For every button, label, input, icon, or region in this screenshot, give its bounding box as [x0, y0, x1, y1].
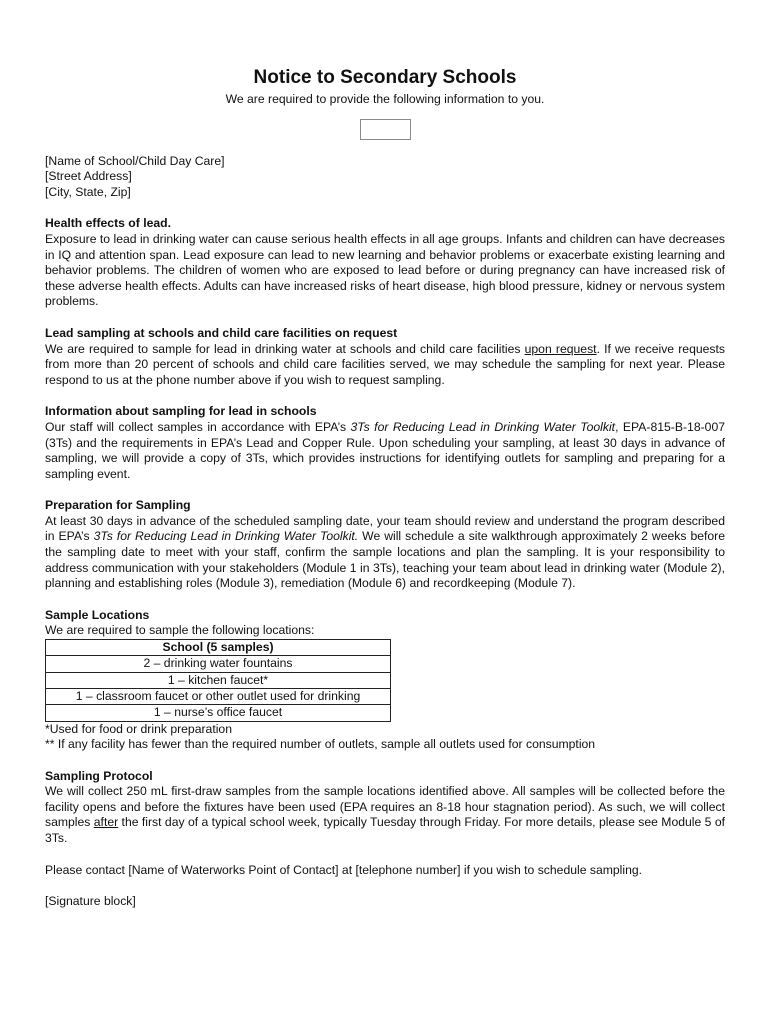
paragraph-text: , EPA-815-B-18-007 (3Ts) and the requirements in EPA’s Lead and Copper Rule. Upon scheduling your sampling, at least 30 days in advance of sampling, we will provide a copy of 3Ts, which provides instructions for identifying outlets for sampling and preparing for a sampling event. [45, 419, 726, 481]
paragraph-text: At least 30 days in advance of the scheduled sampling date, your team should review and understand the program described in EPA’s [45, 513, 725, 544]
underlined-text: after [93, 815, 119, 830]
table-header-cell: School (5 samples) [46, 640, 391, 656]
section-preparation [45, 498, 725, 592]
section-heading: Preparation for Sampling [45, 498, 191, 513]
section-heading: Sampling Protocol [45, 768, 153, 783]
page-title: Notice to Secondary Schools [253, 67, 517, 88]
paragraph-text: We will collect 250 mL first-draw samples from the sample locations identified above. All samples will be collected before the facility opens and before the fixtures have been used (EPA requires an 8-18 hour stagnation period). As such, we will collect samples [45, 784, 725, 830]
address-school-name: [Name of School/Child Day Care] [45, 153, 225, 168]
contact-text: Please contact [Name of Waterworks Point of Contact] at [telephone number] if you wish to schedule sampling. [45, 862, 643, 877]
section-paragraph [45, 514, 725, 592]
section-sample-locations [45, 608, 725, 753]
section-paragraph: Exposure to lead in drinking water can cause serious health effects in all age groups. Infants and children can have decreases in IQ and attention span. Lead exposure can lead to new learning and behavior problems or exacerbate existing learning and behavior problems. The children of women who are exposed to lead before or during pregnancy can have increased risk of these adverse health effects. Adults can have increased risks of heart disease, high blood pressure, kidney or nervous system problems. [45, 231, 725, 309]
section-paragraph [45, 342, 725, 389]
paragraph-text: We are required to sample for lead in drinking water at schools and child care facilities [45, 341, 525, 356]
section-paragraph [45, 420, 725, 482]
table-row [46, 705, 391, 721]
section-sampling-info [45, 404, 725, 482]
section-heading: Lead sampling at schools and child care facilities on request [45, 325, 398, 340]
section-signature [45, 894, 725, 910]
document-page [45, 66, 725, 910]
section-health-effects [45, 216, 725, 310]
section-paragraph [45, 784, 725, 846]
table-row [46, 672, 391, 688]
paragraph-text: . If we receive requests from more than 20 percent of schools and child care facilities served, we may schedule the sampling for next year. Please respond to us at the phone number above if you wish to request sampling. [45, 341, 725, 387]
sample-locations-table [45, 639, 391, 721]
paragraph-text: We will schedule a site walkthrough approximately 2 weeks before the sampling date to meet with your staff, confirm the sample locations and plan the sampling. It is your responsibility to address communication with your stakeholders (Module 1 in 3Ts), teaching your team about lead in drinking water (Module 2), planning and establishing roles (Module 3), remediation (Module 6) and recordkeeping (Module 7). [45, 529, 726, 591]
section-contact [45, 863, 725, 879]
address-street: [Street Address] [45, 169, 132, 184]
table-row [46, 688, 391, 704]
underlined-text: upon request [524, 341, 597, 356]
table-cell: 1 – nurse’s office faucet [46, 705, 391, 721]
italic-text: 3Ts for Reducing Lead in Drinking Water Toolkit. [93, 529, 359, 544]
table-cell: 1 – classroom faucet or other outlet used for drinking [46, 688, 391, 704]
footnote-food-prep: *Used for food or drink preparation [45, 721, 232, 736]
paragraph-text: Our staff will collect samples in accordance with EPA’s [45, 419, 351, 434]
section-heading: Sample Locations [45, 607, 150, 622]
section-sampling-protocol [45, 769, 725, 847]
footnote-outlets: ** If any facility has fewer than the required number of outlets, sample all outlets used for consumption [45, 737, 596, 752]
signature-block: [Signature block] [45, 894, 136, 909]
address-city-state-zip: [City, State, Zip] [45, 184, 131, 199]
section-heading: Information about sampling for lead in schools [45, 404, 317, 419]
section-sampling-request [45, 326, 725, 388]
table-row [46, 656, 391, 672]
locations-intro: We are required to sample the following locations: [45, 623, 315, 638]
section-heading: Health effects of lead. [45, 216, 171, 231]
table-header-row [46, 640, 391, 656]
paragraph-text: the first day of a typical school week, typically Tuesday through Friday. For more details, please see Module 5 of 3Ts. [45, 815, 725, 846]
page-subtitle: We are required to provide the following information to you. [225, 92, 545, 106]
italic-text: 3Ts for Reducing Lead in Drinking Water Toolkit [350, 419, 616, 434]
table-cell: 2 – drinking water fountains [46, 656, 391, 672]
table-cell: 1 – kitchen faucet* [46, 672, 391, 688]
address-block [45, 154, 725, 201]
date-field-box[interactable] [360, 119, 411, 140]
